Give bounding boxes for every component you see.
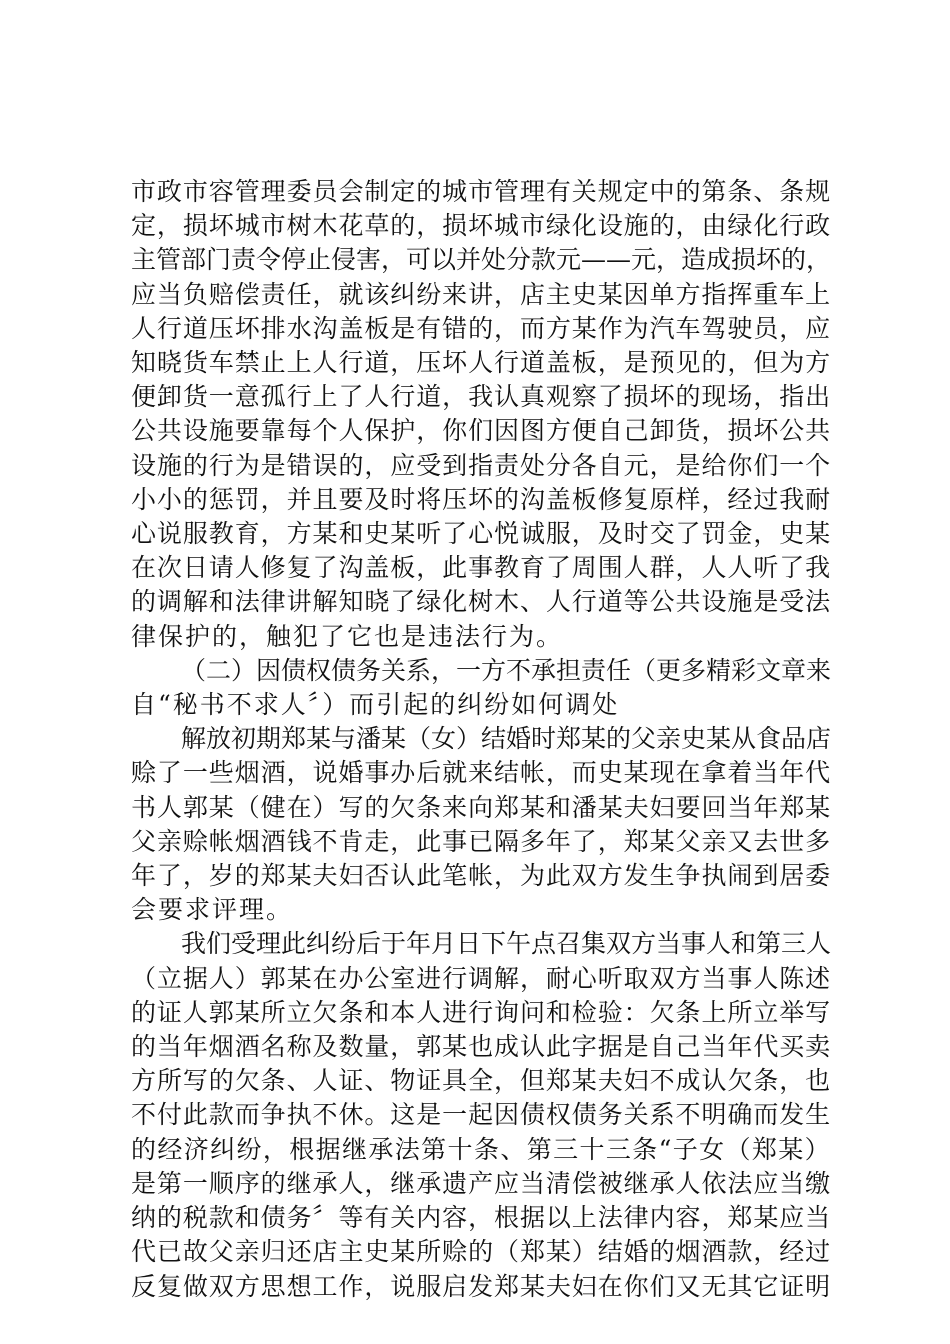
text-line: 公共设施要靠每个人保护，你们因图方便自己卸货，损坏公共: [131, 416, 832, 446]
text-line: （立据人）郭某在办公室进行调解，耐心听取双方当事人陈述: [131, 963, 832, 993]
paragraph: [131, 654, 831, 722]
text-line: 方所写的欠条、人证、物证具全，但郑某夫妇不成认欠条，也: [131, 1066, 832, 1096]
text-line: 父亲赊帐烟酒钱不肯走，此事已隔多年了，郑某父亲又去世多: [131, 826, 832, 856]
paragraph: [131, 927, 831, 1303]
text-line: 是第一顺序的继承人，继承遗产应当清偿被继承人依法应当缴: [131, 1168, 832, 1198]
text-line: 小小的惩罚，并且要及时将压坏的沟盖板修复原样，经过我耐: [131, 484, 832, 514]
text-line: 便卸货一意孤行上了人行道，我认真观察了损坏的现场，指出: [131, 382, 832, 412]
text-line: 年了，岁的郑某夫妇否认此笔帐，为此双方发生争执闹到居委: [131, 861, 832, 891]
text-line: 会要求评理。: [131, 895, 294, 925]
text-line: （二）因债权债务关系，一方不承担责任（更多精彩文章来: [181, 655, 832, 685]
text-line: 在次日请人修复了沟盖板，此事教育了周围人群，人人听了我: [131, 553, 832, 583]
text-line: 解放初期郑某与潘某（女）结婚时郑某的父亲史某从食品店: [181, 724, 832, 754]
text-line: 应当负赔偿责任，就该纠纷来讲，店主史某因单方指挥重车上: [131, 279, 832, 309]
text-line: 我们受理此纠纷后于年月日下午点召集双方当事人和第三人: [181, 929, 832, 959]
text-line: 律保护的，触犯了它也是违法行为。: [131, 621, 564, 651]
text-line: 赊了一些烟酒，说婚事办后就来结帐，而史某现在拿着当年代: [131, 758, 832, 788]
text-line: 的证人郭某所立欠条和本人进行询问和检验：欠条上所立举写: [131, 997, 832, 1027]
text-line: 代已故父亲归还店主史某所赊的（郑某）结婚的烟酒款，经过: [131, 1237, 832, 1267]
text-line: 纳的税款和债务〞等有关内容，根据以上法律内容，郑某应当: [131, 1203, 832, 1233]
text-line: 定，损坏城市树木花草的，损坏城市绿化设施的，由绿化行政: [131, 211, 832, 241]
text-line: 的当年烟酒名称及数量，郭某也成认此字据是自己当年代买卖: [131, 1032, 832, 1062]
paragraph: [131, 175, 831, 654]
text-line: 心说服教育，方某和史某听了心悦诚服，及时交了罚金，史某: [131, 519, 832, 549]
text-line: 主管部门责令停止侵害，可以并处分款元——元，造成损坏的，: [131, 245, 832, 275]
text-line: 反复做双方思想工作，说服启发郑某夫妇在你们又无其它证明: [131, 1271, 832, 1301]
paragraph: [131, 722, 831, 927]
text-line: 设施的行为是错误的，应受到指责处分各自元，是给你们一个: [131, 450, 832, 480]
text-line: 不付此款而争执不休。这是一起因债权债务关系不明确而发生: [131, 1100, 832, 1130]
text-line: 的调解和法律讲解知晓了绿化树木、人行道等公共设施是受法: [131, 587, 832, 617]
text-line: 人行道压坏排水沟盖板是有错的，而方某作为汽车驾驶员，应: [131, 313, 832, 343]
document-body: [131, 175, 831, 1304]
text-line: 知晓货车禁止上人行道，压坏人行道盖板，是预见的，但为方: [131, 348, 832, 378]
text-line: 的经济纠纷，根据继承法第十条、第三十三条“子女（郑某）: [131, 1134, 832, 1164]
text-line: 书人郭某（健在）写的欠条来向郑某和潘某夫妇要回当年郑某: [131, 792, 832, 822]
text-line: 自“秘书不求人〞）而引起的纠纷如何调处: [131, 690, 620, 720]
text-line: 市政市容管理委员会制定的城市管理有关规定中的第条、条规: [131, 177, 832, 206]
